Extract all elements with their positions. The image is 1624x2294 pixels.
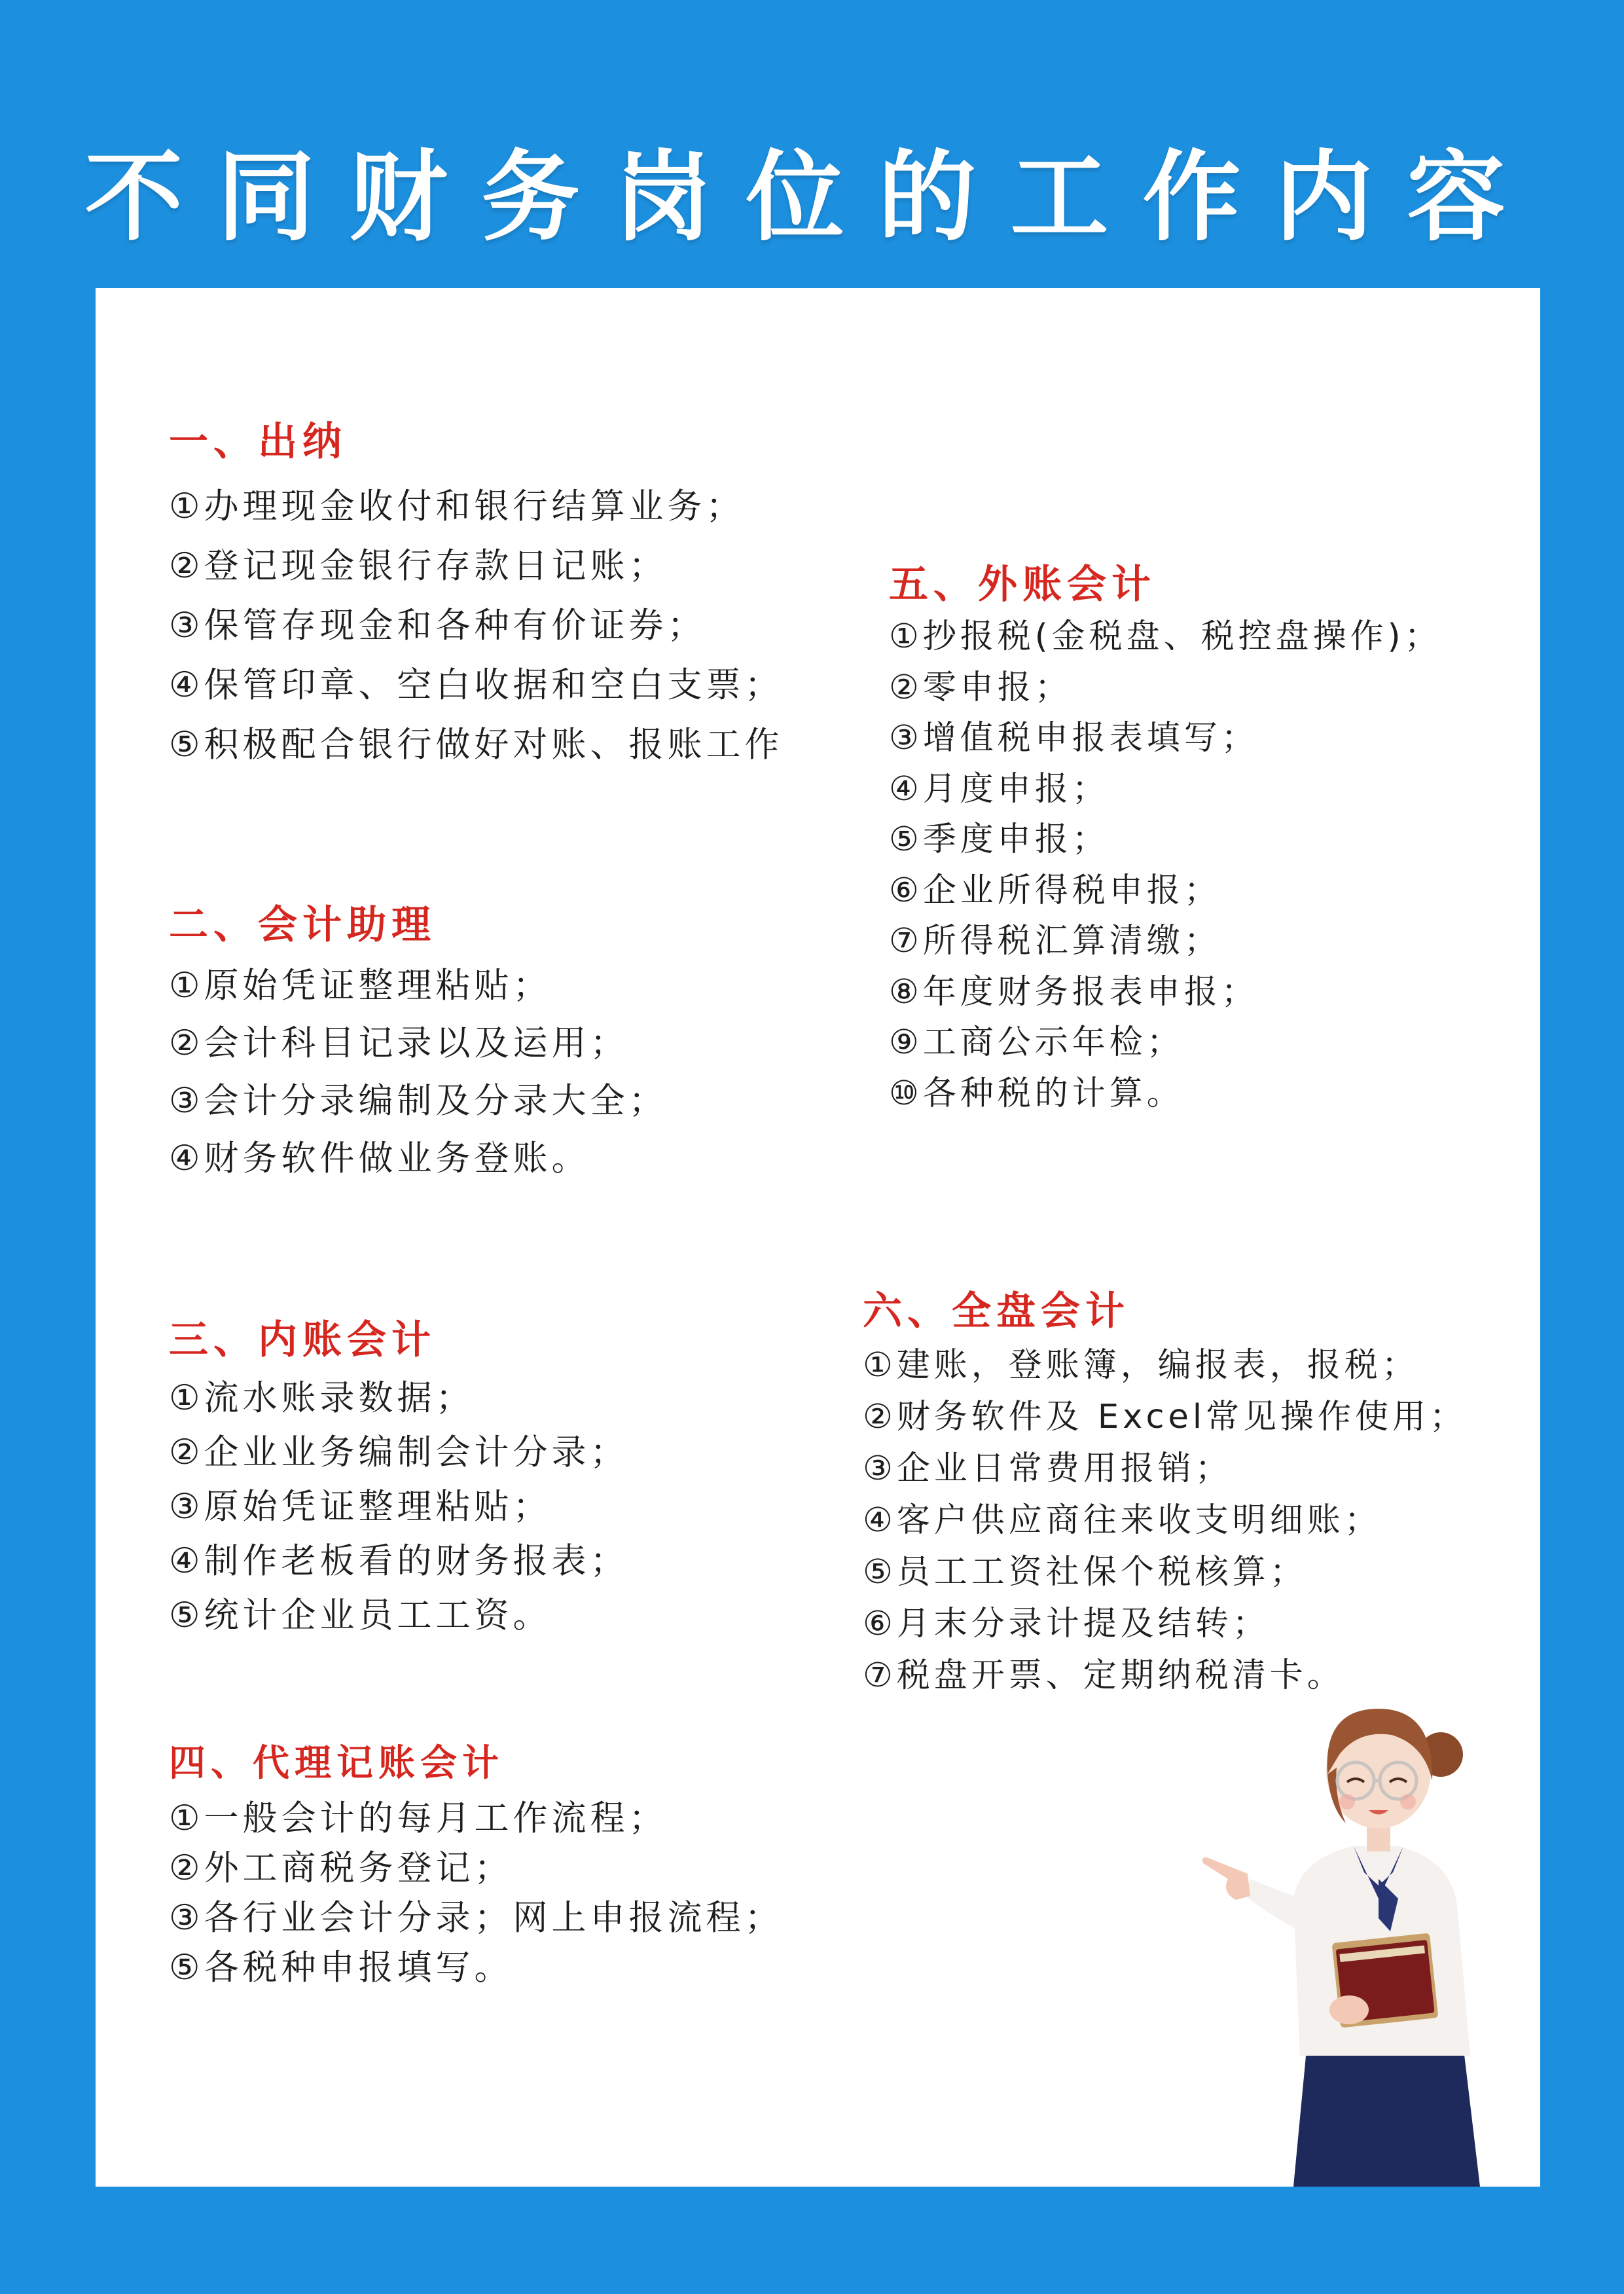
- list-item: ②企业业务编制会计分录；: [169, 1432, 629, 1472]
- item-list: [169, 1371, 629, 1643]
- section-internal-accountant: [169, 1317, 629, 1643]
- list-item: ②登记现金银行存款日记账；: [169, 546, 668, 586]
- list-item: ④财务软件做业务登账。: [169, 1138, 590, 1178]
- section-cashier: [169, 419, 784, 774]
- section-accounting-assistant: [169, 902, 668, 1188]
- list-item: ⑥企业所得税申报；: [889, 871, 1221, 910]
- list-item: ⑤季度申报；: [889, 820, 1110, 859]
- list-item: ④月度申报；: [889, 769, 1110, 809]
- list-item: ⑤员工工资社保个税核算；: [863, 1553, 1307, 1592]
- list-item: ⑧年度财务报表申报；: [889, 972, 1259, 1011]
- list-item: ⑩各种税的计算。: [889, 1074, 1184, 1113]
- list-item: ①原始凭证整理粘贴；: [169, 966, 552, 1006]
- list-item: ①一般会计的每月工作流程；: [169, 1798, 668, 1838]
- list-item: ③增值税申报表填写；: [889, 719, 1259, 757]
- section-full-cycle-accountant: [863, 1288, 1467, 1702]
- list-item: ②零申报；: [889, 668, 1072, 707]
- item-list: [889, 611, 1442, 1119]
- list-item: ③保管存现金和各种有价证券；: [169, 606, 706, 646]
- list-item: ⑤积极配合银行做好对账、报账工作: [169, 725, 784, 765]
- list-item: ⑤统计企业员工工资。: [169, 1595, 552, 1635]
- list-item: ①抄报税(金税盘、税控盘操作)；: [889, 617, 1442, 656]
- teacher-illustration: [1182, 1683, 1523, 2187]
- section-heading: 四、代理记账会计: [169, 1742, 504, 1785]
- poster-title: 不同财务岗位的工作内容: [84, 139, 1540, 255]
- section-agency-bookkeeping: [169, 1743, 784, 1993]
- section-heading: 二、会计助理: [169, 902, 436, 948]
- list-item: ①办理现金收付和银行结算业务；: [169, 486, 745, 526]
- item-list: [863, 1339, 1467, 1702]
- list-item: ③各行业会计分录；网上申报流程；: [169, 1898, 784, 1938]
- list-item: ③原始凭证整理粘贴；: [169, 1487, 552, 1527]
- list-item: ④客户供应商往来收支明细账；: [863, 1501, 1382, 1540]
- list-item: ①流水账录数据；: [169, 1378, 475, 1418]
- list-item: ⑦所得税汇算清缴；: [889, 922, 1221, 960]
- section-heading: 六、全盘会计: [863, 1288, 1130, 1334]
- list-item: ②财务软件及 Excel常见操作使用；: [863, 1398, 1468, 1436]
- section-heading: 五、外账会计: [889, 562, 1156, 608]
- list-item: ⑤各税种申报填写。: [169, 1948, 513, 1988]
- list-item: ②会计科目记录以及运用；: [169, 1023, 629, 1063]
- list-item: ⑥月末分录计提及结转；: [863, 1605, 1270, 1643]
- section-external-accountant: [889, 562, 1442, 1119]
- content-panel: [96, 288, 1540, 2187]
- item-list: [169, 957, 668, 1188]
- section-heading: 一、出纳: [169, 419, 347, 465]
- section-heading: 三、内账会计: [169, 1317, 436, 1363]
- list-item: ①建账，登账簿，编报表，报税；: [863, 1346, 1419, 1385]
- list-item: ③会计分录编制及分录大全；: [169, 1081, 668, 1121]
- list-item: ②外工商税务登记；: [169, 1848, 513, 1888]
- item-list: [169, 1794, 784, 1993]
- list-item: ⑦税盘开票、定期纳税清卡。: [863, 1656, 1344, 1695]
- list-item: ④保管印章、空白收据和空白支票；: [169, 665, 784, 705]
- item-list: [169, 477, 784, 774]
- list-item: ④制作老板看的财务报表；: [169, 1541, 629, 1581]
- list-item: ⑨工商公示年检；: [889, 1023, 1184, 1062]
- list-item: ③企业日常费用报销；: [863, 1449, 1233, 1488]
